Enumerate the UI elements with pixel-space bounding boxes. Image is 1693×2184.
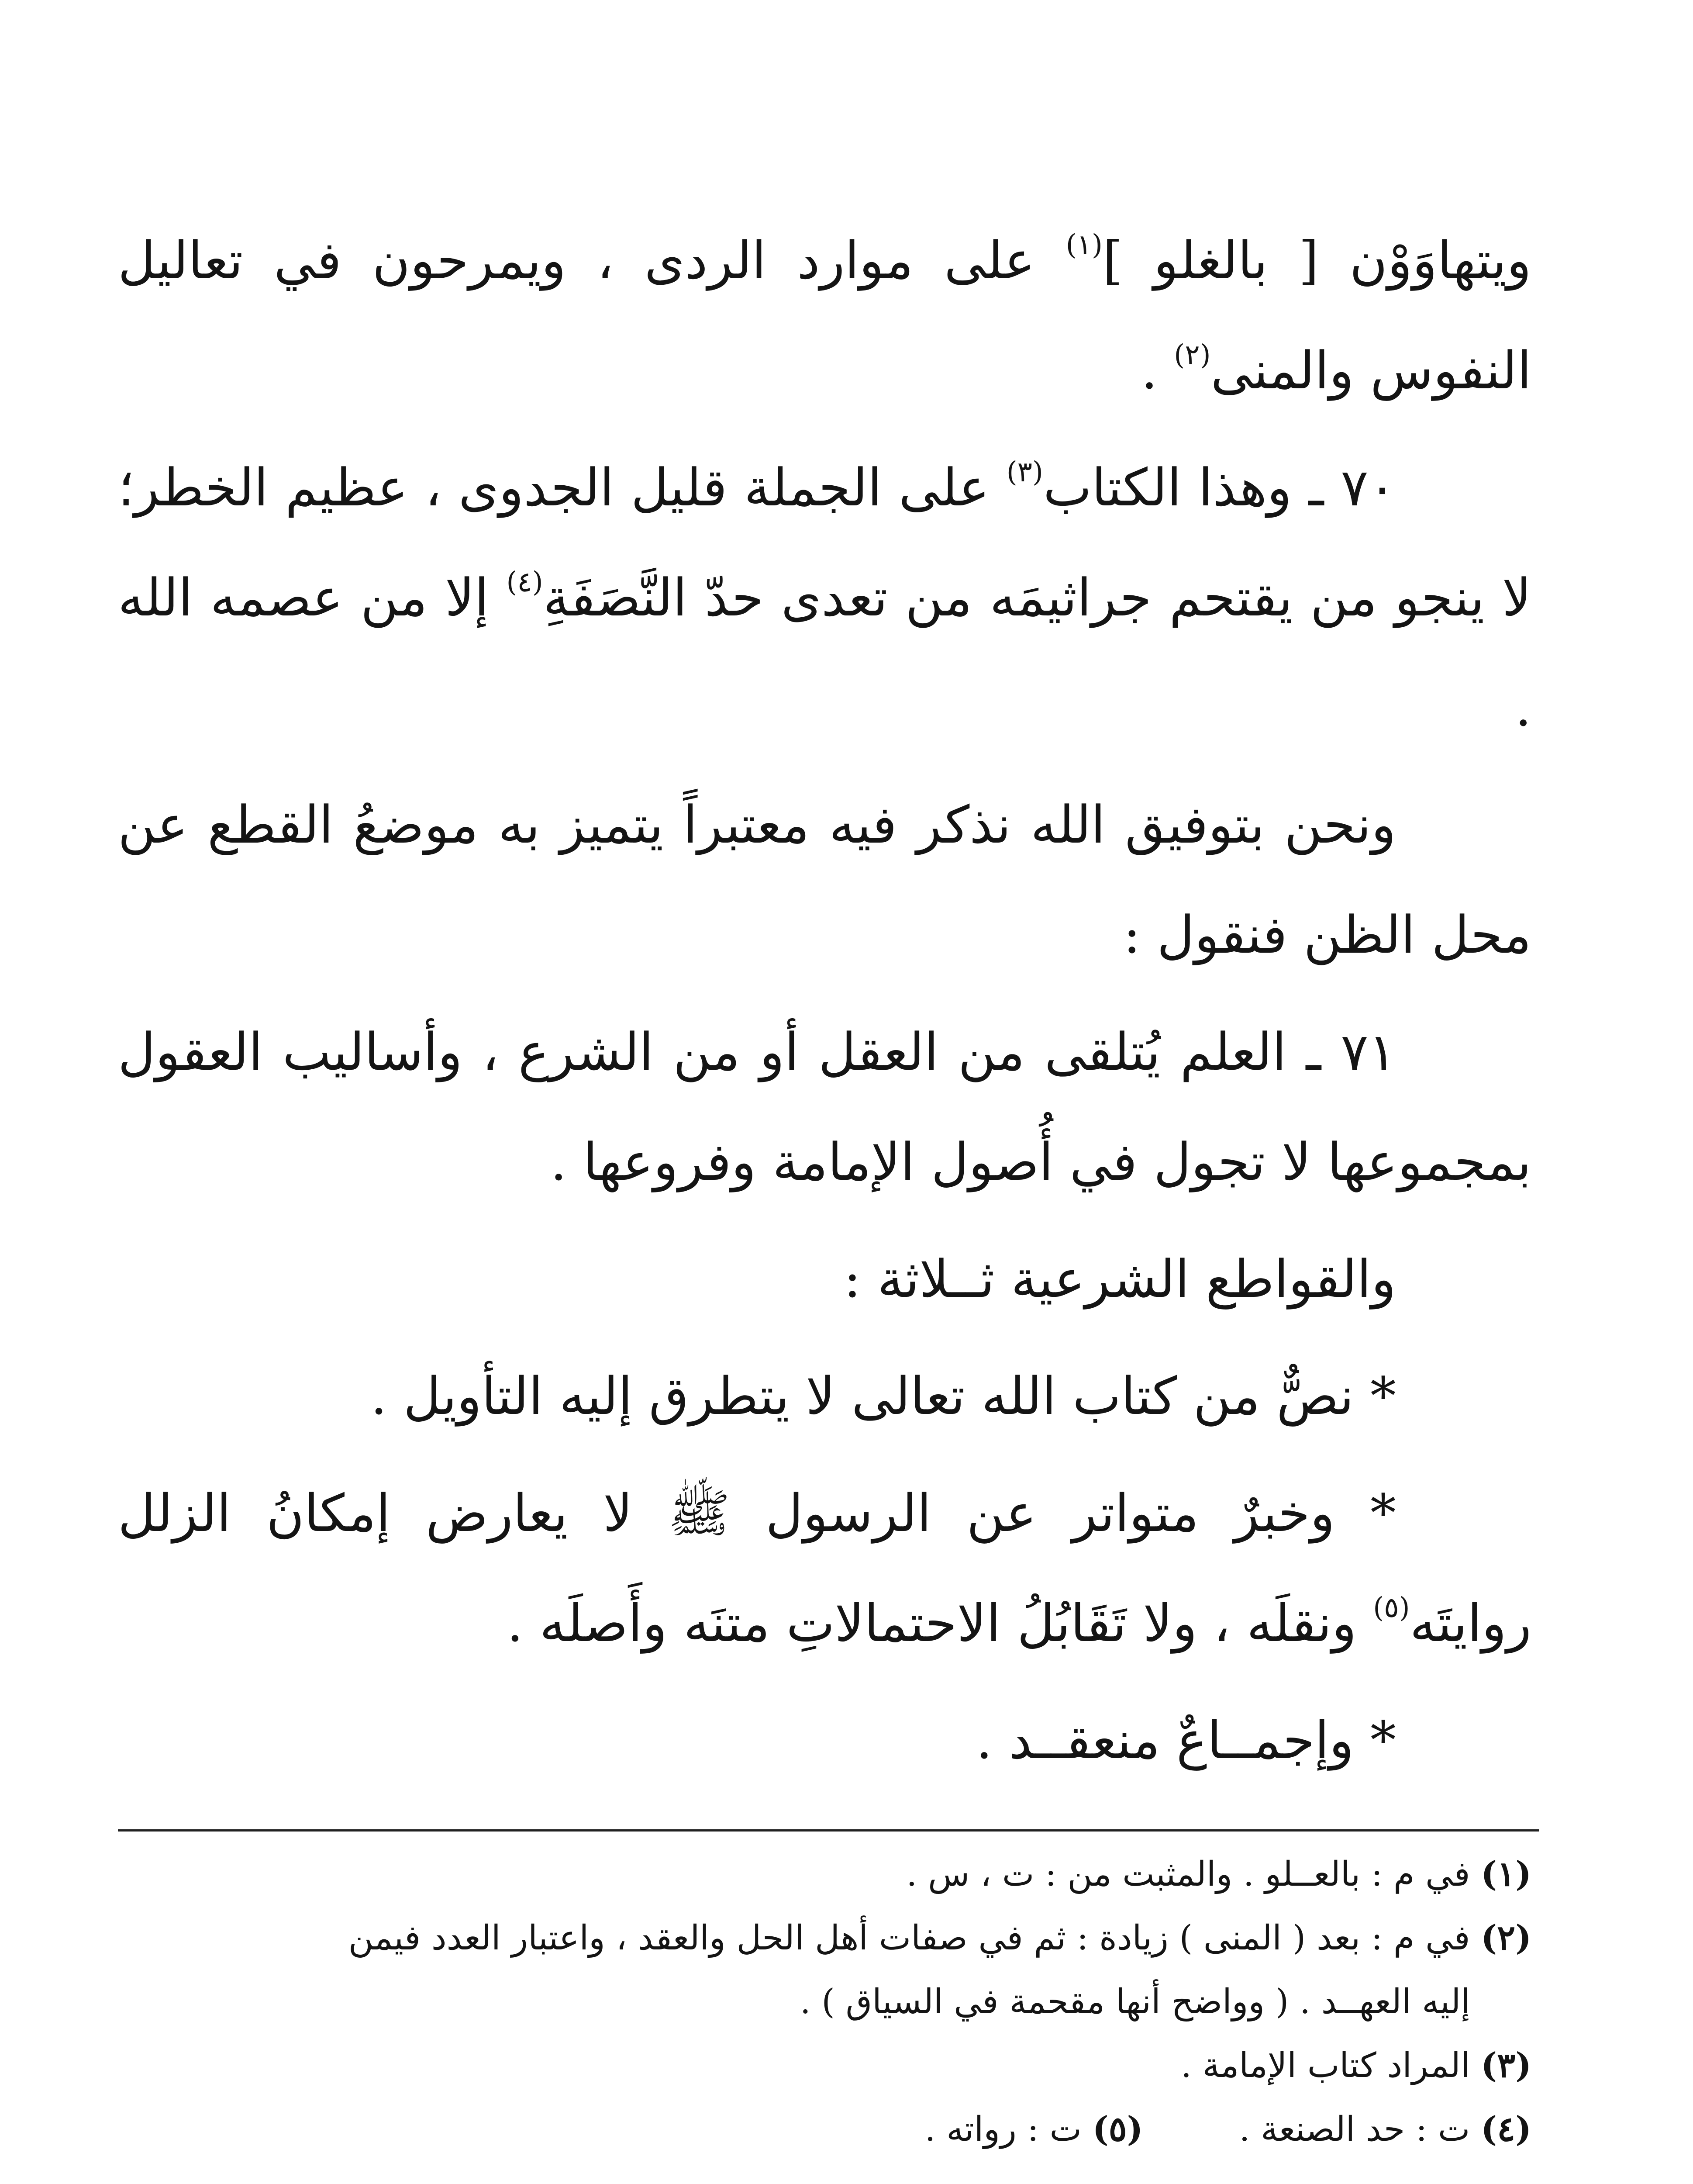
footnotes-4-5 xyxy=(118,2098,1531,2161)
footnote-2 xyxy=(118,1906,1531,1970)
paragraph-70 xyxy=(118,432,1531,763)
paragraph-70-text-b: على الجملة قليل الجدوى ، عظيم الخطر؛ لا ينجو من يقتحم جراثيمَه من تعدى حدّ النَّصَفَةِ xyxy=(118,457,1531,628)
footnote-1 xyxy=(118,1842,1531,1906)
footnote-1-number: (١) xyxy=(1481,1854,1531,1894)
bullet-hadith xyxy=(118,1458,1531,1678)
footnotes xyxy=(118,1842,1531,2161)
bullet-hadith-text-b: ونقلَه ، ولا تَقَابُلُ الاحتمالاتِ متنَه وأَصلَه . xyxy=(507,1593,1373,1653)
footnote-4-number: (٤) xyxy=(1481,2109,1531,2149)
paragraph-sources-heading: والقواطع الشرعية ثــلاثة : xyxy=(843,1249,1396,1309)
footnote-marker-2[interactable]: (٢) xyxy=(1174,339,1211,371)
footnote-3-number: (٣) xyxy=(1481,2046,1531,2085)
footnote-2-text: في م : بعد ( المنى ) زيادة : ثم في صفات أهل الحل والعقد ، واعتبار العدد فيمن xyxy=(348,1918,1481,1958)
main-text xyxy=(118,205,1531,1795)
footnote-5-text: ت : رواته . xyxy=(924,2110,1093,2149)
footnote-4-text: ت : حد الصنعة . xyxy=(1239,2110,1481,2149)
bullet-hadith-text-a: * وخبرٌ متواتر عن الرسول ﷺ لا يعارض إمكانُ الزلل روايتَه xyxy=(118,1483,1531,1653)
footnote-5 xyxy=(925,2098,1143,2161)
paragraph-1-text-c: . xyxy=(1141,340,1174,401)
footnote-1-text: في م : بالعــلو . والمثبت من : ت ، س . xyxy=(906,1855,1481,1894)
footnote-separator xyxy=(118,1829,1539,1832)
paragraph-method: ونحن بتوفيق الله نذكر فيه معتبراً يتميز به موضعُ القطع عن محل الظن فنقول : xyxy=(118,795,1531,965)
footnote-2-number: (٢) xyxy=(1481,1918,1531,1958)
paragraph-70-text-c: إلا من عصمه الله . xyxy=(118,567,1531,738)
footnote-marker-5[interactable]: (٥) xyxy=(1373,1592,1410,1624)
bullet-quran: * نصٌّ من كتاب الله تعالى لا يتطرق إليه التأويل . xyxy=(370,1366,1396,1426)
footnote-3-text: المراد كتاب الإمامة . xyxy=(1181,2046,1481,2085)
bullet-ijma: * وإجمــاعٌ منعقــد . xyxy=(976,1710,1396,1770)
paragraph-1-text-b: على موارد الردى ، ويمرحون في تعاليل النفوس والمنى xyxy=(118,230,1531,401)
footnote-marker-1[interactable]: (١) xyxy=(1065,229,1103,261)
footnote-5-number: (٥) xyxy=(1092,2109,1143,2149)
footnote-marker-3[interactable]: (٣) xyxy=(1006,456,1044,488)
footnote-marker-4[interactable]: (٤) xyxy=(506,566,543,598)
paragraph-1-text-a: ويتهاوَوْن [ بالغلو ] xyxy=(1102,230,1531,290)
paragraph-71: ٧١ ـ العلم يُتلقى من العقل أو من الشرع ، وأساليب العقول بمجموعها لا تجول في أُصول الإمامة وفروعها . xyxy=(118,1022,1531,1192)
footnote-4 xyxy=(1239,2098,1531,2161)
footnote-3 xyxy=(118,2034,1531,2098)
footnote-2-continuation: إليه العهــد . ( وواضح أنها مقحمة في السياق ) . xyxy=(800,1982,1470,2022)
paragraph-70-text-a: ٧٠ ـ وهذا الكتاب xyxy=(1043,457,1396,518)
paragraph-1 xyxy=(118,205,1531,425)
